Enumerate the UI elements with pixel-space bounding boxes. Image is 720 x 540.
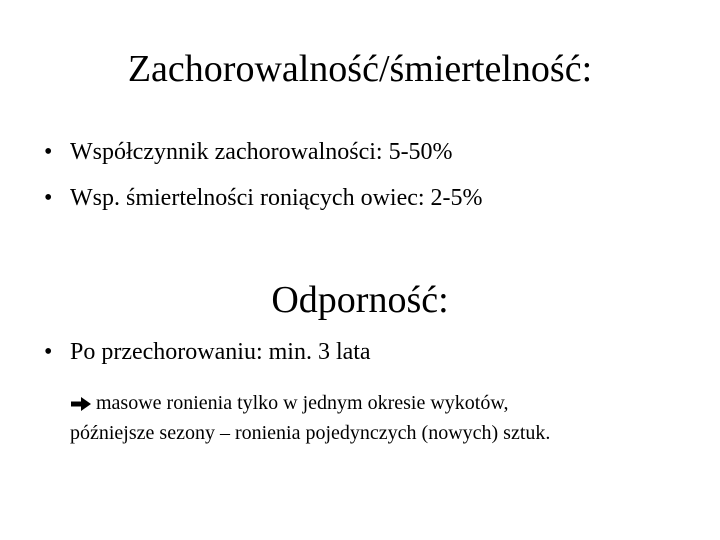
note-first-line	[70, 389, 672, 417]
bullet-mortality-rate	[44, 186, 483, 210]
section-title-morbidity: Zachorowalność/śmiertelność:	[127, 48, 593, 90]
bullet-immunity-duration	[44, 340, 371, 364]
section-title-immunity: Odporność:	[271, 279, 449, 321]
note-text-rest: późniejsze sezony – ronienia pojedynczych (nowych) sztuk.	[70, 422, 551, 444]
bullet-text: Wsp. śmiertelności roniących owiec: 2-5%	[70, 185, 483, 211]
arrow-right-icon	[70, 396, 96, 412]
bullet-text: Po przechorowaniu: min. 3 lata	[70, 339, 371, 365]
bullet-dot: •	[44, 139, 53, 165]
bullet-text: Współczynnik zachorowalności: 5-50%	[70, 139, 453, 165]
note-text-line1: masowe ronienia tylko w jednym okresie wykotów,	[96, 392, 509, 414]
bullet-dot: •	[44, 339, 53, 365]
bullet-morbidity-rate	[44, 140, 453, 164]
bullet-dot: •	[44, 185, 53, 211]
